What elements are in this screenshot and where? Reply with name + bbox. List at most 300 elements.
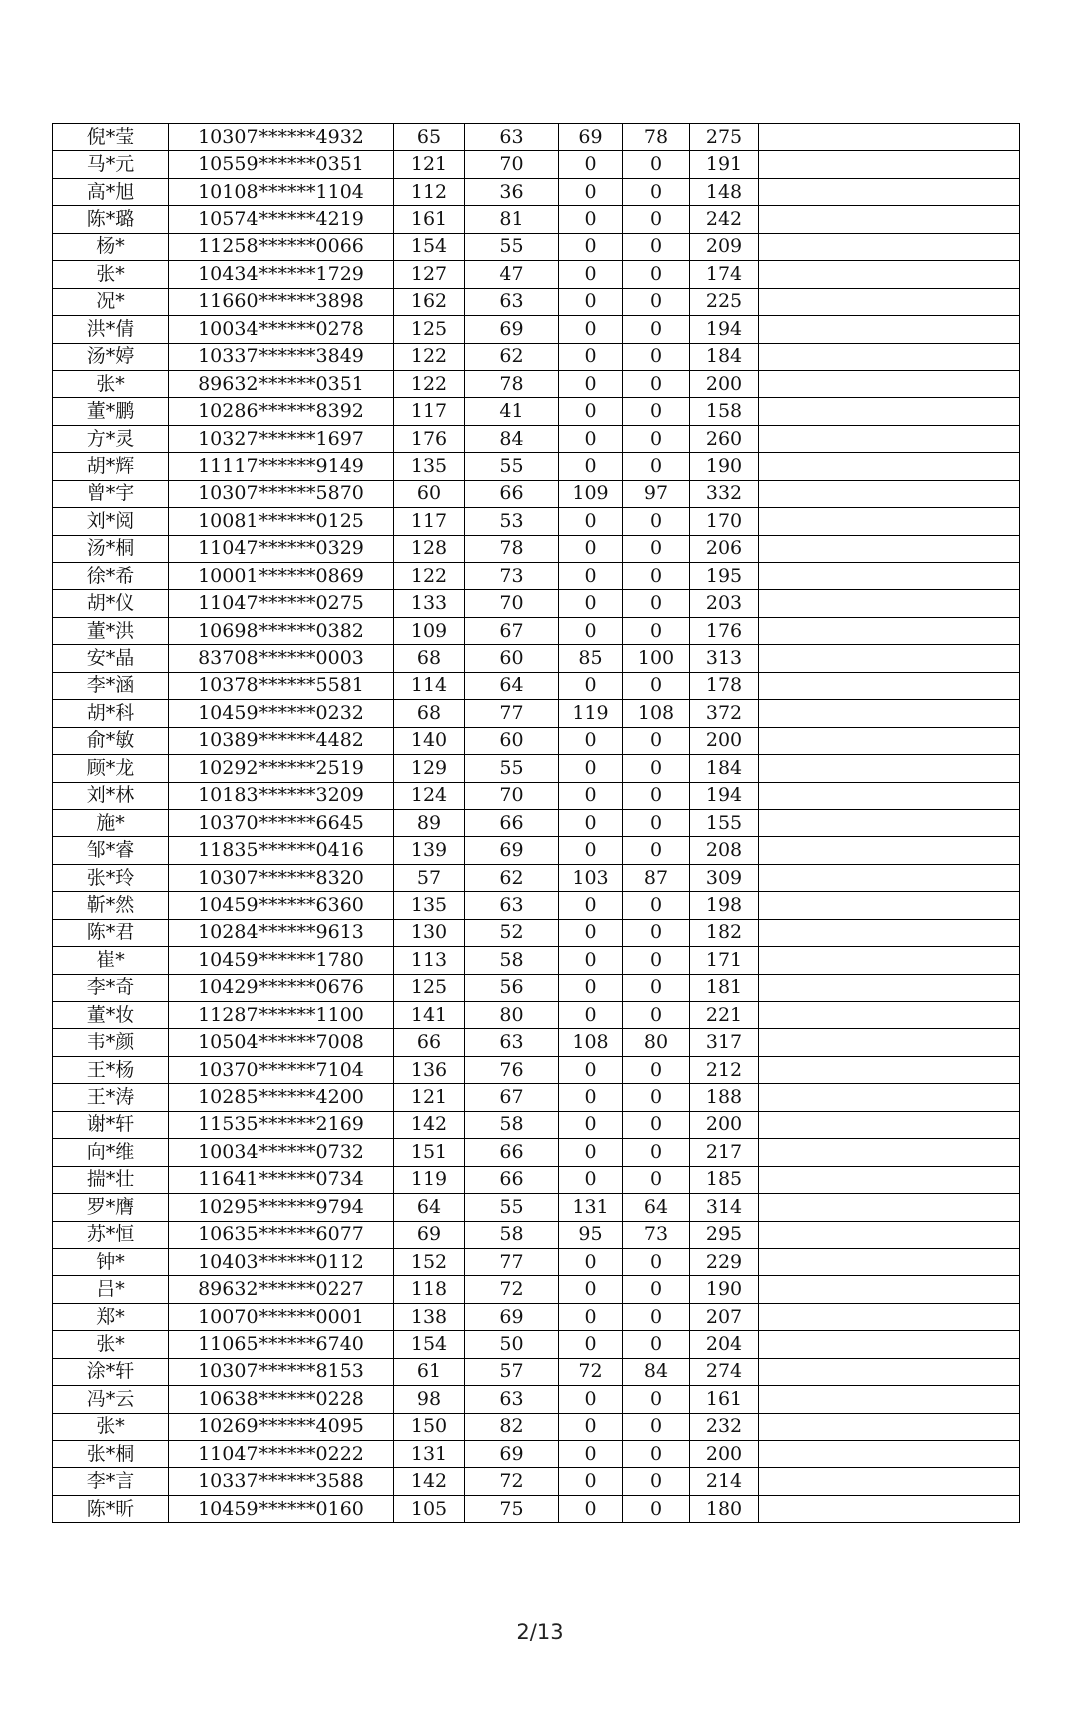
score-3-cell: 0	[559, 974, 623, 1001]
table-row	[53, 1358, 1020, 1385]
score-1-cell: 139	[394, 837, 465, 864]
score-2-cell: 47	[465, 261, 559, 288]
remark-cell	[759, 837, 1020, 864]
table-row	[53, 700, 1020, 727]
name-cell: 张*玲	[53, 864, 169, 891]
total-cell: 200	[690, 370, 759, 397]
name-cell: 揣*壮	[53, 1166, 169, 1193]
score-4-cell: 0	[623, 1303, 690, 1330]
total-cell: 198	[690, 892, 759, 919]
remark-cell	[759, 590, 1020, 617]
name-cell: 陈*君	[53, 919, 169, 946]
score-2-cell: 77	[465, 1248, 559, 1275]
remark-cell	[759, 1029, 1020, 1056]
score-3-cell: 0	[559, 425, 623, 452]
score-2-cell: 55	[465, 1194, 559, 1221]
id-cell: 10635******6077	[169, 1221, 394, 1248]
remark-cell	[759, 425, 1020, 452]
remark-cell	[759, 1166, 1020, 1193]
id-cell: 10292******2519	[169, 755, 394, 782]
remark-cell	[759, 563, 1020, 590]
score-2-cell: 66	[465, 480, 559, 507]
remark-cell	[759, 398, 1020, 425]
remark-cell	[759, 617, 1020, 644]
table-row	[53, 1084, 1020, 1111]
table-row	[53, 947, 1020, 974]
score-3-cell: 0	[559, 206, 623, 233]
score-3-cell: 0	[559, 1386, 623, 1413]
score-4-cell: 0	[623, 1331, 690, 1358]
name-cell: 李*奇	[53, 974, 169, 1001]
total-cell: 176	[690, 617, 759, 644]
score-4-cell: 0	[623, 755, 690, 782]
remark-cell	[759, 453, 1020, 480]
name-cell: 徐*希	[53, 563, 169, 590]
score-1-cell: 135	[394, 892, 465, 919]
total-cell: 190	[690, 453, 759, 480]
total-cell: 217	[690, 1139, 759, 1166]
table-row	[53, 782, 1020, 809]
score-4-cell: 0	[623, 563, 690, 590]
total-cell: 200	[690, 727, 759, 754]
score-4-cell: 0	[623, 508, 690, 535]
score-4-cell: 0	[623, 782, 690, 809]
table-row	[53, 672, 1020, 699]
score-3-cell: 0	[559, 288, 623, 315]
name-cell: 靳*然	[53, 892, 169, 919]
score-4-cell: 0	[623, 343, 690, 370]
score-1-cell: 122	[394, 343, 465, 370]
score-3-cell: 0	[559, 617, 623, 644]
total-cell: 209	[690, 233, 759, 260]
id-cell: 10459******0232	[169, 700, 394, 727]
name-cell: 李*涵	[53, 672, 169, 699]
remark-cell	[759, 1194, 1020, 1221]
score-1-cell: 140	[394, 727, 465, 754]
score-2-cell: 63	[465, 288, 559, 315]
id-cell: 10269******4095	[169, 1413, 394, 1440]
table-row	[53, 755, 1020, 782]
score-2-cell: 69	[465, 1303, 559, 1330]
score-4-cell: 0	[623, 178, 690, 205]
score-2-cell: 66	[465, 1166, 559, 1193]
score-2-cell: 73	[465, 563, 559, 590]
score-2-cell: 70	[465, 590, 559, 617]
remark-cell	[759, 370, 1020, 397]
score-3-cell: 131	[559, 1194, 623, 1221]
id-cell: 10307******4932	[169, 124, 394, 151]
remark-cell	[759, 1276, 1020, 1303]
total-cell: 225	[690, 288, 759, 315]
score-4-cell: 0	[623, 727, 690, 754]
score-2-cell: 62	[465, 864, 559, 891]
score-3-cell: 0	[559, 947, 623, 974]
score-4-cell: 78	[623, 124, 690, 151]
id-cell: 10034******0278	[169, 316, 394, 343]
name-cell: 韦*颜	[53, 1029, 169, 1056]
score-1-cell: 117	[394, 398, 465, 425]
name-cell: 高*旭	[53, 178, 169, 205]
score-2-cell: 63	[465, 124, 559, 151]
table-row	[53, 508, 1020, 535]
score-1-cell: 57	[394, 864, 465, 891]
score-3-cell: 0	[559, 1248, 623, 1275]
name-cell: 方*灵	[53, 425, 169, 452]
name-cell: 马*元	[53, 151, 169, 178]
id-cell: 11641******0734	[169, 1166, 394, 1193]
table-row	[53, 1331, 1020, 1358]
score-4-cell: 80	[623, 1029, 690, 1056]
score-1-cell: 113	[394, 947, 465, 974]
id-cell: 10370******7104	[169, 1056, 394, 1083]
name-cell: 谢*轩	[53, 1111, 169, 1138]
total-cell: 184	[690, 755, 759, 782]
score-1-cell: 112	[394, 178, 465, 205]
score-1-cell: 109	[394, 617, 465, 644]
total-cell: 158	[690, 398, 759, 425]
total-cell: 181	[690, 974, 759, 1001]
score-2-cell: 67	[465, 1084, 559, 1111]
score-1-cell: 89	[394, 809, 465, 836]
score-4-cell: 0	[623, 1056, 690, 1083]
total-cell: 155	[690, 809, 759, 836]
score-2-cell: 62	[465, 343, 559, 370]
score-4-cell: 0	[623, 1111, 690, 1138]
score-2-cell: 84	[465, 425, 559, 452]
id-cell: 10034******0732	[169, 1139, 394, 1166]
score-3-cell: 0	[559, 727, 623, 754]
name-cell: 安*晶	[53, 645, 169, 672]
name-cell: 苏*恒	[53, 1221, 169, 1248]
score-2-cell: 57	[465, 1358, 559, 1385]
name-cell: 张*	[53, 1331, 169, 1358]
name-cell: 李*言	[53, 1468, 169, 1495]
score-1-cell: 154	[394, 1331, 465, 1358]
table-row	[53, 124, 1020, 151]
score-3-cell: 0	[559, 178, 623, 205]
id-cell: 83708******0003	[169, 645, 394, 672]
total-cell: 170	[690, 508, 759, 535]
name-cell: 施*	[53, 809, 169, 836]
remark-cell	[759, 1221, 1020, 1248]
total-cell: 182	[690, 919, 759, 946]
score-1-cell: 61	[394, 1358, 465, 1385]
score-1-cell: 65	[394, 124, 465, 151]
score-4-cell: 0	[623, 453, 690, 480]
score-2-cell: 50	[465, 1331, 559, 1358]
name-cell: 胡*仪	[53, 590, 169, 617]
remark-cell	[759, 288, 1020, 315]
total-cell: 161	[690, 1386, 759, 1413]
total-cell: 148	[690, 178, 759, 205]
score-3-cell: 0	[559, 919, 623, 946]
id-cell: 10285******4200	[169, 1084, 394, 1111]
id-cell: 10081******0125	[169, 508, 394, 535]
table-row	[53, 1111, 1020, 1138]
score-2-cell: 58	[465, 1221, 559, 1248]
remark-cell	[759, 1441, 1020, 1468]
name-cell: 俞*敏	[53, 727, 169, 754]
remark-cell	[759, 206, 1020, 233]
total-cell: 188	[690, 1084, 759, 1111]
score-1-cell: 68	[394, 645, 465, 672]
id-cell: 11047******0222	[169, 1441, 394, 1468]
score-3-cell: 0	[559, 151, 623, 178]
remark-cell	[759, 727, 1020, 754]
score-4-cell: 0	[623, 837, 690, 864]
table-row	[53, 261, 1020, 288]
score-3-cell: 0	[559, 535, 623, 562]
id-cell: 10504******7008	[169, 1029, 394, 1056]
total-cell: 214	[690, 1468, 759, 1495]
table-row	[53, 645, 1020, 672]
table-row	[53, 206, 1020, 233]
score-1-cell: 154	[394, 233, 465, 260]
id-cell: 10337******3588	[169, 1468, 394, 1495]
score-1-cell: 130	[394, 919, 465, 946]
total-cell: 203	[690, 590, 759, 617]
score-1-cell: 122	[394, 563, 465, 590]
score-3-cell: 0	[559, 1139, 623, 1166]
table-row	[53, 1139, 1020, 1166]
total-cell: 194	[690, 782, 759, 809]
score-2-cell: 70	[465, 151, 559, 178]
remark-cell	[759, 864, 1020, 891]
score-2-cell: 72	[465, 1276, 559, 1303]
score-2-cell: 66	[465, 809, 559, 836]
score-1-cell: 105	[394, 1495, 465, 1522]
score-1-cell: 117	[394, 508, 465, 535]
table-row	[53, 1303, 1020, 1330]
id-cell: 11047******0329	[169, 535, 394, 562]
score-4-cell: 0	[623, 1139, 690, 1166]
name-cell: 刘*林	[53, 782, 169, 809]
total-cell: 207	[690, 1303, 759, 1330]
total-cell: 194	[690, 316, 759, 343]
score-4-cell: 0	[623, 1386, 690, 1413]
id-cell: 10295******9794	[169, 1194, 394, 1221]
name-cell: 吕*	[53, 1276, 169, 1303]
remark-cell	[759, 1056, 1020, 1083]
id-cell: 10434******1729	[169, 261, 394, 288]
total-cell: 274	[690, 1358, 759, 1385]
table-row	[53, 453, 1020, 480]
id-cell: 10307******8153	[169, 1358, 394, 1385]
name-cell: 张*	[53, 1413, 169, 1440]
name-cell: 王*涛	[53, 1084, 169, 1111]
score-1-cell: 69	[394, 1221, 465, 1248]
table-row	[53, 892, 1020, 919]
remark-cell	[759, 892, 1020, 919]
id-cell: 10459******0160	[169, 1495, 394, 1522]
score-2-cell: 66	[465, 1139, 559, 1166]
score-2-cell: 63	[465, 1386, 559, 1413]
total-cell: 206	[690, 535, 759, 562]
name-cell: 胡*辉	[53, 453, 169, 480]
id-cell: 10459******6360	[169, 892, 394, 919]
total-cell: 204	[690, 1331, 759, 1358]
table-row	[53, 809, 1020, 836]
score-1-cell: 68	[394, 700, 465, 727]
id-cell: 11835******0416	[169, 837, 394, 864]
table-row	[53, 425, 1020, 452]
score-3-cell: 0	[559, 453, 623, 480]
name-cell: 钟*	[53, 1248, 169, 1275]
id-cell: 10284******9613	[169, 919, 394, 946]
score-4-cell: 0	[623, 398, 690, 425]
id-cell: 10378******5581	[169, 672, 394, 699]
table-row	[53, 1194, 1020, 1221]
name-cell: 罗*膺	[53, 1194, 169, 1221]
name-cell: 况*	[53, 288, 169, 315]
score-4-cell: 0	[623, 1002, 690, 1029]
remark-cell	[759, 1002, 1020, 1029]
name-cell: 董*洪	[53, 617, 169, 644]
score-4-cell: 0	[623, 947, 690, 974]
score-3-cell: 0	[559, 755, 623, 782]
table-row	[53, 1002, 1020, 1029]
id-cell: 10337******3849	[169, 343, 394, 370]
remark-cell	[759, 343, 1020, 370]
score-4-cell: 0	[623, 892, 690, 919]
remark-cell	[759, 1084, 1020, 1111]
score-2-cell: 81	[465, 206, 559, 233]
score-2-cell: 58	[465, 1111, 559, 1138]
id-cell: 10574******4219	[169, 206, 394, 233]
score-4-cell: 0	[623, 425, 690, 452]
score-2-cell: 52	[465, 919, 559, 946]
score-2-cell: 64	[465, 672, 559, 699]
score-3-cell: 0	[559, 508, 623, 535]
score-3-cell: 0	[559, 370, 623, 397]
score-2-cell: 58	[465, 947, 559, 974]
total-cell: 317	[690, 1029, 759, 1056]
score-4-cell: 0	[623, 316, 690, 343]
table-row	[53, 590, 1020, 617]
table-row	[53, 535, 1020, 562]
score-4-cell: 0	[623, 1084, 690, 1111]
score-3-cell: 0	[559, 782, 623, 809]
remark-cell	[759, 508, 1020, 535]
score-1-cell: 141	[394, 1002, 465, 1029]
id-cell: 10559******0351	[169, 151, 394, 178]
score-4-cell: 0	[623, 809, 690, 836]
remark-cell	[759, 672, 1020, 699]
name-cell: 董*妆	[53, 1002, 169, 1029]
score-1-cell: 127	[394, 261, 465, 288]
score-4-cell: 0	[623, 672, 690, 699]
name-cell: 陈*昕	[53, 1495, 169, 1522]
score-2-cell: 53	[465, 508, 559, 535]
score-1-cell: 128	[394, 535, 465, 562]
total-cell: 232	[690, 1413, 759, 1440]
remark-cell	[759, 974, 1020, 1001]
total-cell: 174	[690, 261, 759, 288]
score-1-cell: 119	[394, 1166, 465, 1193]
table-row	[53, 151, 1020, 178]
score-1-cell: 162	[394, 288, 465, 315]
id-cell: 10698******0382	[169, 617, 394, 644]
remark-cell	[759, 782, 1020, 809]
name-cell: 曾*宇	[53, 480, 169, 507]
remark-cell	[759, 1111, 1020, 1138]
score-1-cell: 161	[394, 206, 465, 233]
score-1-cell: 176	[394, 425, 465, 452]
id-cell: 10638******0228	[169, 1386, 394, 1413]
score-4-cell: 0	[623, 1495, 690, 1522]
score-1-cell: 66	[394, 1029, 465, 1056]
score-4-cell: 0	[623, 151, 690, 178]
score-3-cell: 0	[559, 316, 623, 343]
remark-cell	[759, 178, 1020, 205]
score-2-cell: 55	[465, 755, 559, 782]
score-2-cell: 63	[465, 1029, 559, 1056]
id-cell: 11660******3898	[169, 288, 394, 315]
score-4-cell: 0	[623, 590, 690, 617]
score-1-cell: 129	[394, 755, 465, 782]
score-1-cell: 151	[394, 1139, 465, 1166]
score-1-cell: 121	[394, 1084, 465, 1111]
table-row	[53, 974, 1020, 1001]
name-cell: 张*	[53, 261, 169, 288]
table-row	[53, 288, 1020, 315]
score-4-cell: 73	[623, 1221, 690, 1248]
score-4-cell: 108	[623, 700, 690, 727]
total-cell: 195	[690, 563, 759, 590]
score-3-cell: 0	[559, 343, 623, 370]
name-cell: 张*	[53, 370, 169, 397]
score-4-cell: 0	[623, 233, 690, 260]
score-1-cell: 125	[394, 974, 465, 1001]
id-cell: 89632******0351	[169, 370, 394, 397]
page-number: 2/13	[516, 1620, 564, 1644]
score-3-cell: 0	[559, 1002, 623, 1029]
score-2-cell: 76	[465, 1056, 559, 1083]
total-cell: 332	[690, 480, 759, 507]
score-3-cell: 69	[559, 124, 623, 151]
score-2-cell: 69	[465, 837, 559, 864]
score-2-cell: 36	[465, 178, 559, 205]
table-row	[53, 370, 1020, 397]
id-cell: 10108******1104	[169, 178, 394, 205]
remark-cell	[759, 316, 1020, 343]
score-1-cell: 118	[394, 1276, 465, 1303]
score-3-cell: 0	[559, 1468, 623, 1495]
table-row	[53, 1029, 1020, 1056]
score-2-cell: 55	[465, 233, 559, 260]
score-4-cell: 0	[623, 1468, 690, 1495]
score-4-cell: 0	[623, 261, 690, 288]
name-cell: 向*维	[53, 1139, 169, 1166]
score-2-cell: 69	[465, 1441, 559, 1468]
remark-cell	[759, 1248, 1020, 1275]
score-3-cell: 108	[559, 1029, 623, 1056]
score-table-body	[53, 124, 1020, 1523]
remark-cell	[759, 535, 1020, 562]
score-2-cell: 82	[465, 1413, 559, 1440]
table-row	[53, 1221, 1020, 1248]
table-row	[53, 1056, 1020, 1083]
score-4-cell: 0	[623, 370, 690, 397]
total-cell: 200	[690, 1111, 759, 1138]
remark-cell	[759, 1358, 1020, 1385]
table-row	[53, 480, 1020, 507]
name-cell: 陈*璐	[53, 206, 169, 233]
name-cell: 胡*科	[53, 700, 169, 727]
total-cell: 242	[690, 206, 759, 233]
total-cell: 200	[690, 1441, 759, 1468]
score-1-cell: 124	[394, 782, 465, 809]
